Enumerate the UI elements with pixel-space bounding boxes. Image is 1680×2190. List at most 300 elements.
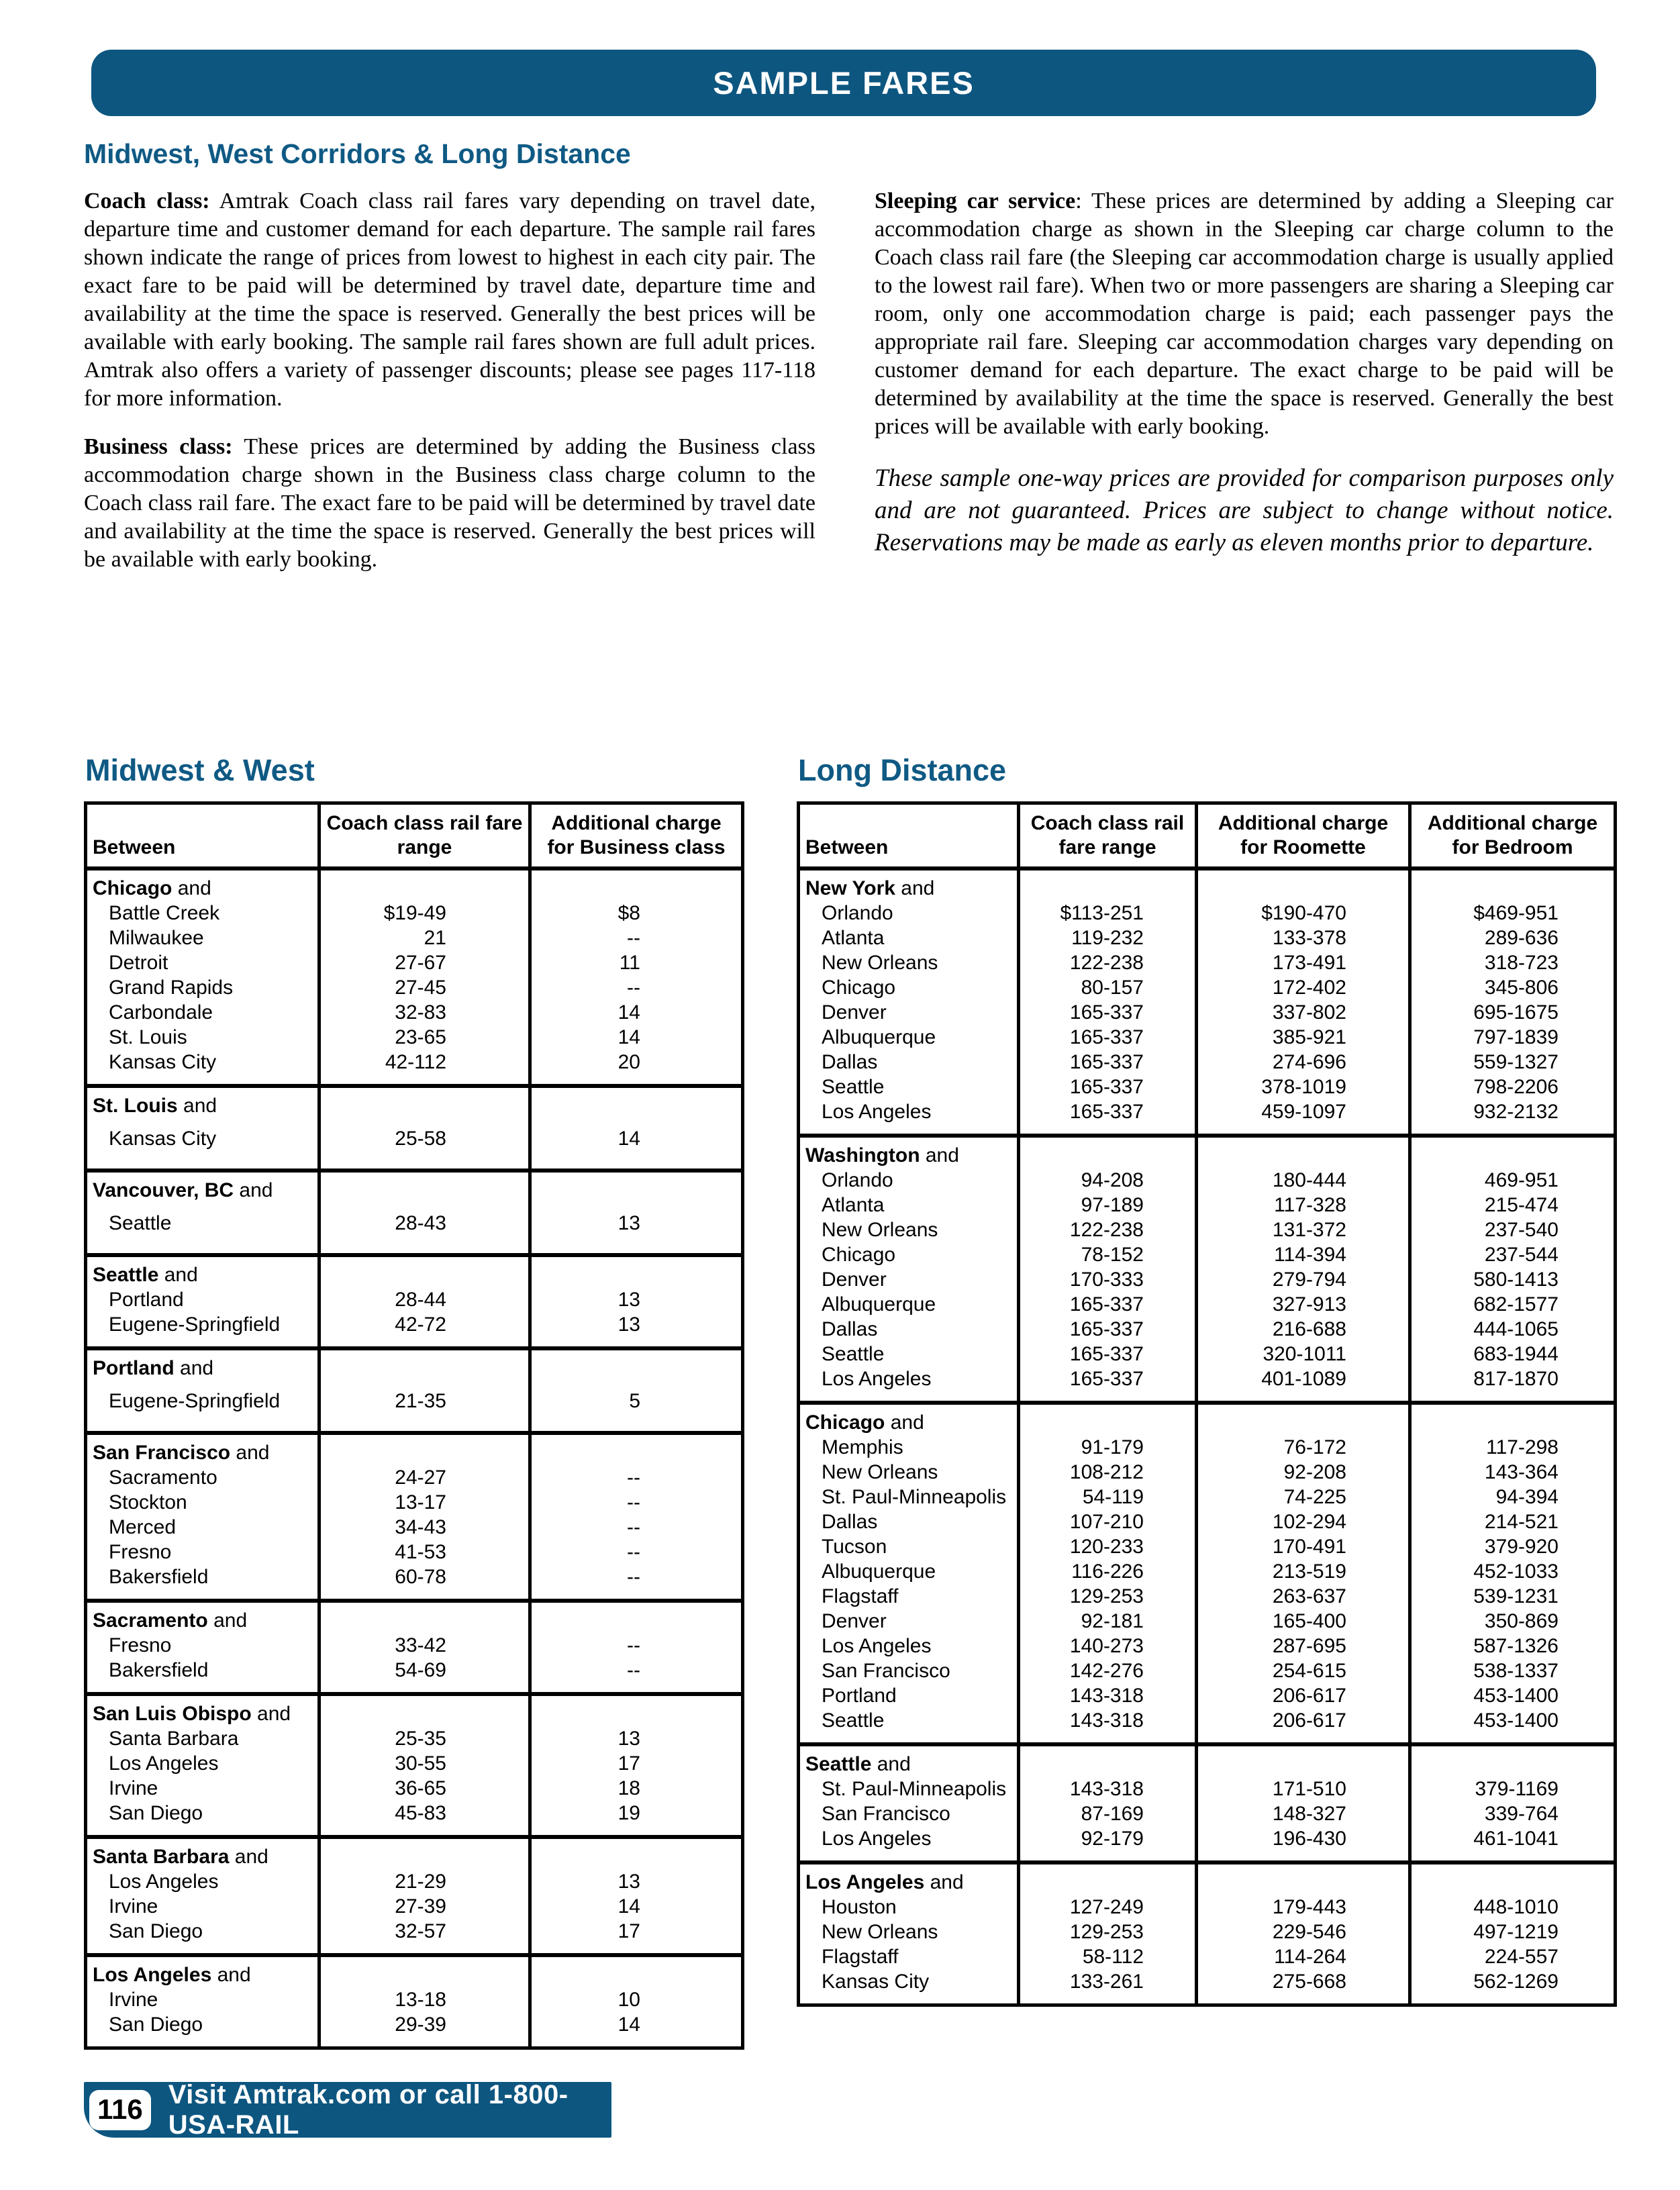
- fare-cell: 497-1219: [1410, 1920, 1616, 1944]
- city-cell: Los Angeles: [109, 1752, 219, 1775]
- fare-cell: 122-238: [1019, 1217, 1197, 1242]
- fare-cell: 24-27: [319, 1465, 530, 1490]
- business-class-paragraph: [84, 433, 816, 574]
- fare-cell: 78-152: [1019, 1242, 1197, 1267]
- fare-cell: 17: [530, 1751, 743, 1776]
- fare-cell: 170-333: [1019, 1267, 1197, 1292]
- city-cell: Irvine: [109, 1895, 158, 1918]
- fare-cell: 165-337: [1019, 1317, 1197, 1342]
- fare-cell: 263-637: [1197, 1584, 1410, 1609]
- city-cell: St. Louis: [109, 1026, 187, 1048]
- fare-row: [799, 901, 1616, 926]
- group-header-row: [799, 1862, 1616, 1895]
- fare-cell: 27-39: [319, 1894, 530, 1919]
- sleeping-car-colon: :: [1075, 189, 1082, 213]
- fare-cell: 92-181: [1019, 1609, 1197, 1634]
- page-number-badge: 116: [89, 2090, 151, 2130]
- intro-columns: [84, 187, 1614, 594]
- group-city-label: San Francisco and: [93, 1442, 270, 1464]
- city-cell: Los Angeles: [822, 1368, 932, 1390]
- fare-cell: 213-519: [1197, 1559, 1410, 1584]
- fare-cell: 133-261: [1019, 1969, 1197, 2005]
- fare-cell: 196-430: [1197, 1826, 1410, 1862]
- city-cell: Dallas: [822, 1051, 878, 1073]
- city-cell: Fresno: [109, 1634, 172, 1656]
- midwest-west-section: [84, 753, 741, 2050]
- city-pair-group: [86, 1348, 743, 1433]
- fare-cell: 215-474: [1410, 1193, 1616, 1217]
- fare-cell: 13: [530, 1869, 743, 1894]
- fare-cell: 19: [530, 1801, 743, 1837]
- midwest-west-heading: Midwest & West: [85, 753, 315, 787]
- fare-row: [86, 1490, 743, 1515]
- city-cell: Detroit: [109, 952, 168, 974]
- fare-row: [86, 1751, 743, 1776]
- city-cell: Battle Creek: [109, 902, 220, 924]
- fare-cell: $19-49: [319, 901, 530, 926]
- fare-row: [799, 1559, 1616, 1584]
- empty-cell: [530, 1348, 743, 1381]
- fare-cell: 459-1097: [1197, 1099, 1410, 1136]
- fare-cell: 682-1577: [1410, 1292, 1616, 1317]
- group-city-label: Los Angeles and: [93, 1964, 251, 1986]
- fare-cell: 91-179: [1019, 1435, 1197, 1460]
- city-cell: San Diego: [109, 2013, 203, 2036]
- fare-cell: 448-1010: [1410, 1895, 1616, 1920]
- coach-class-label: Coach class:: [84, 189, 210, 213]
- fare-row: [86, 1118, 743, 1171]
- fare-cell: 140-273: [1019, 1634, 1197, 1658]
- fare-cell: --: [530, 1564, 743, 1601]
- empty-cell: [1019, 1136, 1197, 1168]
- fare-cell: 33-42: [319, 1633, 530, 1658]
- fare-cell: 385-921: [1197, 1025, 1410, 1050]
- city-pair-group: [86, 1601, 743, 1694]
- header-row: [86, 803, 743, 869]
- fare-cell: 32-57: [319, 1919, 530, 1955]
- fare-row: [799, 1683, 1616, 1708]
- fare-cell: 171-510: [1197, 1777, 1410, 1801]
- fare-cell: 580-1413: [1410, 1267, 1616, 1292]
- sleeping-car-text: These prices are determined by adding a Sleeping car accommodation charge as shown in the Sleeping car charge column to the Coach class rail fare (the Sleeping car accommodation charge is usually applied to the lowest rail fare). When two or more passengers are sharing a Sleeping car room, only one accommodation charge is paid; each passenger pays the appropriate rail fare. Sleeping car accommodation charges vary depending on customer demand for each departure. The exact charge to be paid will be determined by availability at the time the space is reserved. Generally the best prices will be available with early booking.: [875, 189, 1614, 439]
- fare-row: [86, 2012, 743, 2048]
- column-header: Coach class rail fare range: [319, 803, 530, 869]
- group-city-label: Chicago and: [805, 1411, 924, 1434]
- city-cell: Milwaukee: [109, 927, 204, 949]
- fare-row: [86, 1540, 743, 1564]
- fare-cell: 114-394: [1197, 1242, 1410, 1267]
- fare-cell: 29-39: [319, 2012, 530, 2048]
- fare-cell: 129-253: [1019, 1584, 1197, 1609]
- fare-row: [799, 1193, 1616, 1217]
- fare-cell: 97-189: [1019, 1193, 1197, 1217]
- city-pair-group: [86, 868, 743, 1086]
- fare-row: [799, 1460, 1616, 1485]
- empty-cell: [319, 1601, 530, 1633]
- city-cell: Seattle: [822, 1709, 885, 1732]
- group-city-label: Vancouver, BC and: [93, 1179, 273, 1201]
- city-cell: San Diego: [109, 1802, 203, 1824]
- fare-cell: 27-45: [319, 975, 530, 1000]
- column-header: Between: [805, 836, 889, 858]
- city-cell: Flagstaff: [822, 1946, 899, 1968]
- city-cell: Merced: [109, 1516, 177, 1538]
- fare-cell: 54-69: [319, 1658, 530, 1694]
- city-cell: Fresno: [109, 1541, 172, 1563]
- fare-row: [799, 1509, 1616, 1534]
- fare-row: [86, 1025, 743, 1050]
- fare-row: [799, 1025, 1616, 1050]
- fare-cell: --: [530, 1540, 743, 1564]
- fare-cell: 107-210: [1019, 1509, 1197, 1534]
- group-city-label: Chicago and: [93, 877, 211, 899]
- page-title: SAMPLE FARES: [713, 65, 975, 101]
- fare-cell: 289-636: [1410, 926, 1616, 950]
- empty-cell: [530, 1086, 743, 1118]
- group-header-row: [799, 868, 1616, 901]
- intro-right-column: [875, 187, 1614, 594]
- fare-cell: 327-913: [1197, 1292, 1410, 1317]
- city-cell: Eugene-Springfield: [109, 1390, 281, 1412]
- city-cell: Orlando: [822, 1169, 893, 1191]
- fare-cell: 206-617: [1197, 1683, 1410, 1708]
- long-distance-heading: Long Distance: [798, 753, 1007, 787]
- group-header-row: [799, 1744, 1616, 1777]
- fare-cell: 165-337: [1019, 1075, 1197, 1099]
- fare-cell: 92-208: [1197, 1460, 1410, 1485]
- fare-cell: 180-444: [1197, 1168, 1410, 1193]
- sleeping-car-paragraph: [875, 187, 1614, 441]
- fare-cell: 34-43: [319, 1515, 530, 1540]
- fare-cell: 76-172: [1197, 1435, 1410, 1460]
- empty-cell: [1410, 1136, 1616, 1168]
- fare-cell: 320-1011: [1197, 1342, 1410, 1366]
- sample-fares-banner: [91, 50, 1596, 116]
- fare-row: [86, 901, 743, 926]
- fare-row: [86, 1050, 743, 1086]
- city-cell: Chicago: [822, 1244, 896, 1266]
- city-cell: Albuquerque: [822, 1026, 936, 1048]
- fare-cell: 30-55: [319, 1751, 530, 1776]
- intro-left-column: [84, 187, 816, 594]
- fare-cell: 117-298: [1410, 1435, 1616, 1460]
- empty-cell: [319, 868, 530, 901]
- city-cell: Memphis: [822, 1436, 903, 1458]
- fare-cell: 165-337: [1019, 1050, 1197, 1075]
- fare-row: [799, 1708, 1616, 1744]
- city-cell: Seattle: [822, 1076, 885, 1098]
- header-row: [799, 803, 1616, 869]
- city-cell: Kansas City: [109, 1051, 217, 1073]
- fare-cell: 254-615: [1197, 1658, 1410, 1683]
- long-distance-section: [797, 753, 1614, 2007]
- fare-cell: 42-112: [319, 1050, 530, 1086]
- fare-cell: 170-491: [1197, 1534, 1410, 1559]
- fare-cell: --: [530, 926, 743, 950]
- empty-cell: [1410, 1403, 1616, 1435]
- fare-row: [86, 1801, 743, 1837]
- city-pair-group: [86, 1171, 743, 1255]
- fare-row: [86, 1633, 743, 1658]
- group-city-label: Los Angeles and: [805, 1871, 964, 1893]
- city-cell: Irvine: [109, 1777, 158, 1799]
- fare-row: [86, 1726, 743, 1751]
- fare-cell: 148-327: [1197, 1801, 1410, 1826]
- fare-cell: 94-394: [1410, 1485, 1616, 1509]
- fare-cell: 237-544: [1410, 1242, 1616, 1267]
- fare-cell: 932-2132: [1410, 1099, 1616, 1136]
- fare-cell: 102-294: [1197, 1509, 1410, 1534]
- long-distance-table: [797, 801, 1617, 2007]
- fare-cell: 229-546: [1197, 1920, 1410, 1944]
- fare-cell: 143-318: [1019, 1777, 1197, 1801]
- fare-cell: 14: [530, 1118, 743, 1171]
- group-header-row: [86, 1694, 743, 1726]
- fare-cell: 214-521: [1410, 1509, 1616, 1534]
- fare-cell: 117-328: [1197, 1193, 1410, 1217]
- empty-cell: [319, 1955, 530, 1987]
- fare-cell: 279-794: [1197, 1267, 1410, 1292]
- group-city-label: Seattle and: [805, 1753, 911, 1775]
- fare-row: [799, 1342, 1616, 1366]
- empty-cell: [1197, 1862, 1410, 1895]
- fare-cell: 172-402: [1197, 975, 1410, 1000]
- city-cell: Portland: [822, 1685, 897, 1707]
- fare-cell: 28-44: [319, 1287, 530, 1312]
- fare-row: [799, 1485, 1616, 1509]
- empty-cell: [1019, 868, 1197, 901]
- empty-cell: [530, 1171, 743, 1203]
- fare-row: [86, 1919, 743, 1955]
- fare-cell: 13: [530, 1726, 743, 1751]
- group-header-row: [86, 868, 743, 901]
- group-city-label: Santa Barbara and: [93, 1846, 268, 1868]
- empty-cell: [319, 1694, 530, 1726]
- fare-row: [86, 1869, 743, 1894]
- fare-cell: 444-1065: [1410, 1317, 1616, 1342]
- empty-cell: [1019, 1862, 1197, 1895]
- city-cell: Santa Barbara: [109, 1728, 239, 1750]
- fare-cell: 224-557: [1410, 1944, 1616, 1969]
- city-cell: Bakersfield: [109, 1659, 209, 1681]
- empty-cell: [1197, 868, 1410, 901]
- city-cell: St. Paul-Minneapolis: [822, 1778, 1007, 1800]
- fare-cell: 11: [530, 950, 743, 975]
- fare-cell: 25-58: [319, 1118, 530, 1171]
- empty-cell: [530, 1255, 743, 1287]
- empty-cell: [319, 1348, 530, 1381]
- city-cell: Denver: [822, 1268, 887, 1291]
- fare-cell: --: [530, 1633, 743, 1658]
- fare-row: [799, 1000, 1616, 1025]
- group-city-label: Portland and: [93, 1357, 214, 1379]
- fare-cell: 21-35: [319, 1381, 530, 1433]
- fare-cell: 179-443: [1197, 1895, 1410, 1920]
- empty-cell: [1197, 1744, 1410, 1777]
- fare-row: [799, 950, 1616, 975]
- fare-row: [799, 1075, 1616, 1099]
- fare-cell: 129-253: [1019, 1920, 1197, 1944]
- fare-cell: 5: [530, 1381, 743, 1433]
- fare-cell: $190-470: [1197, 901, 1410, 926]
- empty-cell: [530, 1694, 743, 1726]
- group-header-row: [86, 1171, 743, 1203]
- group-city-label: Seattle and: [93, 1264, 198, 1286]
- city-cell: Houston: [822, 1896, 897, 1918]
- fare-cell: 17: [530, 1919, 743, 1955]
- fare-cell: 350-869: [1410, 1609, 1616, 1634]
- fare-row: [799, 1292, 1616, 1317]
- city-cell: Dallas: [822, 1511, 878, 1533]
- city-cell: Stockton: [109, 1491, 187, 1513]
- empty-cell: [530, 1837, 743, 1869]
- empty-cell: [1019, 1403, 1197, 1435]
- business-class-text: These prices are determined by adding the Business class accommodation charge shown in the Business class charge column to the Coach class rail fare. The exact fare to be paid will be determined by travel date and availability at the time the space is reserved. Generally the best prices will be available with early booking.: [84, 434, 816, 572]
- fare-cell: --: [530, 1465, 743, 1490]
- fare-row: [799, 1609, 1616, 1634]
- disclaimer-note: These sample one-way prices are provided for comparison purposes only and are not guaranteed. Prices are subject to change without notice. Reservations may be made as early as eleven months prior to departure.: [875, 464, 1614, 556]
- fare-cell: 45-83: [319, 1801, 530, 1837]
- fare-cell: 42-72: [319, 1312, 530, 1348]
- city-cell: Denver: [822, 1001, 887, 1024]
- city-cell: Kansas City: [109, 1128, 217, 1150]
- fare-cell: 165-337: [1019, 1000, 1197, 1025]
- empty-cell: [530, 1955, 743, 1987]
- fare-cell: 23-65: [319, 1025, 530, 1050]
- group-city-label: Sacramento and: [93, 1609, 248, 1632]
- fare-cell: 469-951: [1410, 1168, 1616, 1193]
- fare-cell: 10: [530, 1987, 743, 2012]
- fare-row: [86, 1203, 743, 1255]
- fare-cell: 13-17: [319, 1490, 530, 1515]
- city-cell: Kansas City: [822, 1971, 930, 1993]
- fare-cell: 131-372: [1197, 1217, 1410, 1242]
- empty-cell: [319, 1433, 530, 1465]
- city-pair-group: [86, 1255, 743, 1348]
- fare-cell: 14: [530, 2012, 743, 2048]
- fare-row: [799, 1895, 1616, 1920]
- fare-row: [86, 1287, 743, 1312]
- fare-cell: 25-35: [319, 1726, 530, 1751]
- city-pair-group: [86, 1086, 743, 1171]
- city-cell: San Francisco: [822, 1660, 950, 1682]
- fare-row: [86, 1776, 743, 1801]
- group-header-row: [86, 1086, 743, 1118]
- fare-row: [799, 1920, 1616, 1944]
- fare-row: [799, 1801, 1616, 1826]
- city-pair-group: [86, 1837, 743, 1955]
- city-pair-group: [799, 1136, 1616, 1403]
- city-pair-group: [799, 1403, 1616, 1744]
- fare-row: [86, 1515, 743, 1540]
- city-pair-group: [799, 1744, 1616, 1862]
- fare-row: [86, 975, 743, 1000]
- fare-row: [86, 1465, 743, 1490]
- city-cell: Flagstaff: [822, 1585, 899, 1607]
- city-pair-group: [86, 1433, 743, 1601]
- fare-row: [799, 1969, 1616, 2005]
- fare-cell: 21: [319, 926, 530, 950]
- intro-section: [84, 138, 1614, 594]
- fare-cell: 27-67: [319, 950, 530, 975]
- empty-cell: [1410, 868, 1616, 901]
- city-cell: Albuquerque: [822, 1560, 936, 1583]
- empty-cell: [319, 1837, 530, 1869]
- fare-cell: 695-1675: [1410, 1000, 1616, 1025]
- group-city-label: St. Louis and: [93, 1095, 217, 1117]
- fare-cell: 122-238: [1019, 950, 1197, 975]
- city-cell: Los Angeles: [822, 1635, 932, 1657]
- city-cell: Los Angeles: [822, 1101, 932, 1123]
- group-header-row: [86, 1348, 743, 1381]
- city-cell: Denver: [822, 1610, 887, 1632]
- city-pair-group: [799, 868, 1616, 1136]
- midwest-west-table: [84, 801, 744, 2050]
- city-pair-group: [86, 1955, 743, 2048]
- fare-cell: 538-1337: [1410, 1658, 1616, 1683]
- fare-cell: 798-2206: [1410, 1075, 1616, 1099]
- group-header-row: [86, 1955, 743, 1987]
- empty-cell: [1410, 1862, 1616, 1895]
- fare-row: [799, 1317, 1616, 1342]
- fare-cell: 60-78: [319, 1564, 530, 1601]
- fare-row: [799, 1634, 1616, 1658]
- fare-cell: 452-1033: [1410, 1559, 1616, 1584]
- sleeping-car-label: Sleeping car service: [875, 189, 1076, 213]
- column-header: Additional charge for Bedroom: [1410, 803, 1616, 869]
- fare-cell: 378-1019: [1197, 1075, 1410, 1099]
- fare-cell: --: [530, 975, 743, 1000]
- fare-cell: 133-378: [1197, 926, 1410, 950]
- fare-cell: 337-802: [1197, 1000, 1410, 1025]
- fare-cell: 379-1169: [1410, 1777, 1616, 1801]
- fare-cell: 587-1326: [1410, 1634, 1616, 1658]
- fare-cell: 13: [530, 1203, 743, 1255]
- fare-cell: 21-29: [319, 1869, 530, 1894]
- fare-cell: 165-337: [1019, 1025, 1197, 1050]
- business-class-label: Business class:: [84, 434, 233, 459]
- fare-cell: 216-688: [1197, 1317, 1410, 1342]
- fare-cell: 116-226: [1019, 1559, 1197, 1584]
- fare-cell: 13: [530, 1312, 743, 1348]
- fare-row: [799, 1534, 1616, 1559]
- city-cell: Tucson: [822, 1536, 887, 1558]
- fare-cell: 119-232: [1019, 926, 1197, 950]
- fare-row: [799, 1099, 1616, 1136]
- footer-text: Visit Amtrak.com or call 1-800-USA-RAIL: [168, 2079, 569, 2140]
- city-cell: Bakersfield: [109, 1566, 209, 1588]
- city-cell: St. Paul-Minneapolis: [822, 1486, 1007, 1508]
- fare-cell: 108-212: [1019, 1460, 1197, 1485]
- fare-cell: 165-337: [1019, 1342, 1197, 1366]
- city-cell: Seattle: [109, 1212, 172, 1234]
- city-cell: San Diego: [109, 1920, 203, 1942]
- fare-cell: --: [530, 1658, 743, 1694]
- fare-cell: 36-65: [319, 1776, 530, 1801]
- fare-row: [86, 1000, 743, 1025]
- empty-cell: [319, 1255, 530, 1287]
- empty-cell: [1197, 1403, 1410, 1435]
- fare-cell: 562-1269: [1410, 1969, 1616, 2005]
- fare-row: [799, 1217, 1616, 1242]
- fare-row: [86, 950, 743, 975]
- column-header: Coach class rail fare range: [1019, 803, 1197, 869]
- fare-cell: 453-1400: [1410, 1683, 1616, 1708]
- group-city-label: San Luis Obispo and: [93, 1703, 291, 1725]
- city-cell: Chicago: [822, 977, 896, 999]
- fare-row: [799, 926, 1616, 950]
- fare-row: [86, 1658, 743, 1694]
